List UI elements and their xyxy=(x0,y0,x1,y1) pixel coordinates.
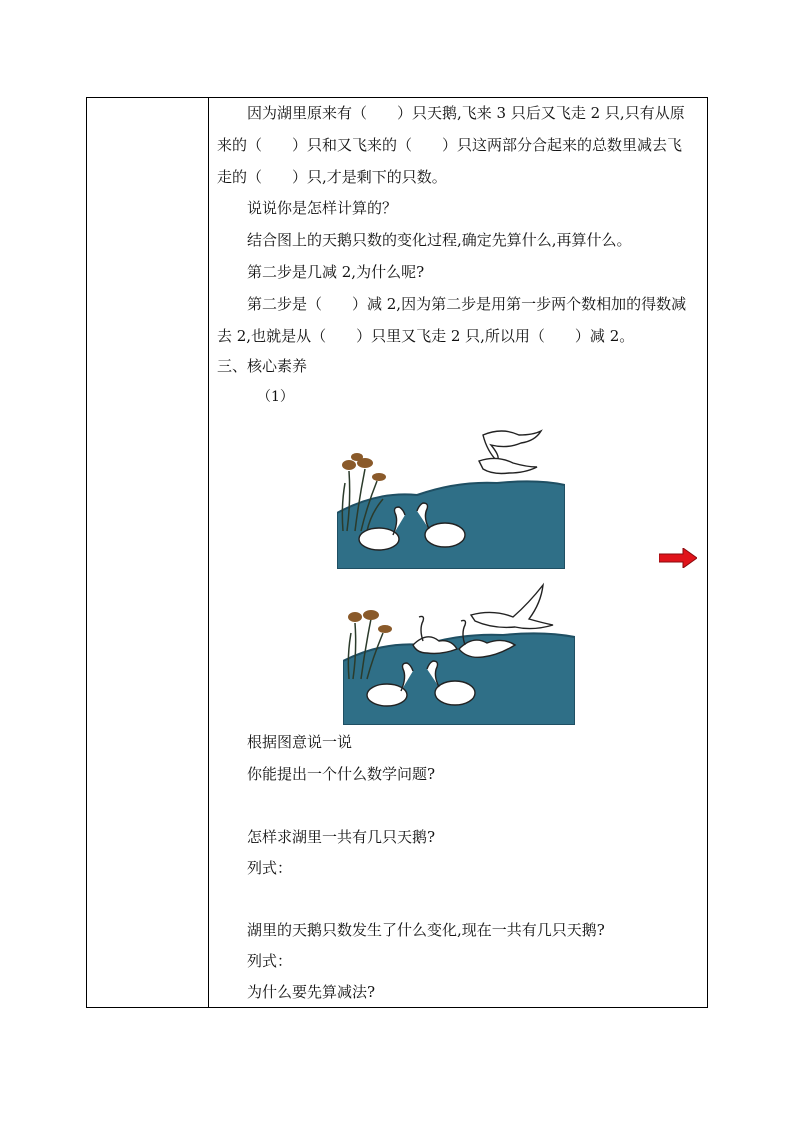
paragraph-line: 第二步是（ ）减 2,因为第二步是用第一步两个数相加的得数减 xyxy=(247,295,687,313)
landing-swan-icon xyxy=(413,617,457,654)
question-line: 结合图上的天鹅只数的变化过程,确定先算什么,再算什么。 xyxy=(247,231,632,249)
prompt-line: 根据图意说一说 xyxy=(247,733,353,751)
swan-lake-picture-after xyxy=(343,579,575,725)
swan-lake-picture-before xyxy=(337,421,565,569)
swan-lake-illustration xyxy=(337,421,565,569)
swan-lake-illustration xyxy=(343,579,575,725)
prompt-line: 湖里的天鹅只数发生了什么变化,现在一共有几只天鹅? xyxy=(247,921,605,939)
column-divider xyxy=(208,98,209,1007)
formula-label: 列式： xyxy=(247,859,293,877)
right-arrow-icon xyxy=(659,548,697,568)
worksheet-table xyxy=(86,97,708,1008)
paragraph-line: 走的（ ）只,才是剩下的只数。 xyxy=(217,168,447,186)
formula-label: 列式： xyxy=(247,952,293,970)
flying-swan-icon xyxy=(471,585,553,629)
paragraph-line: 去 2,也就是从（ ）只里又飞走 2 只,所以用（ ）减 2。 xyxy=(217,327,635,345)
section-heading: 三、核心素养 xyxy=(217,357,308,375)
question-line: 说说你是怎样计算的？ xyxy=(247,199,398,217)
paragraph-line: 来的（ ）只和又飞来的（ ）只这两部分合起来的总数里减去飞 xyxy=(217,136,683,154)
paragraph-line: 因为湖里原来有（ ）只天鹅,飞来 3 只后又飞走 2 只,只有从原 xyxy=(247,104,685,122)
item-number: （1） xyxy=(257,389,294,405)
prompt-line: 怎样求湖里一共有几只天鹅? xyxy=(247,828,436,846)
prompt-line: 为什么要先算减法? xyxy=(247,983,376,1001)
prompt-line: 你能提出一个什么数学问题? xyxy=(247,765,436,783)
question-line: 第二步是几减 2,为什么呢? xyxy=(247,263,425,281)
flying-swan-icon xyxy=(479,431,541,474)
